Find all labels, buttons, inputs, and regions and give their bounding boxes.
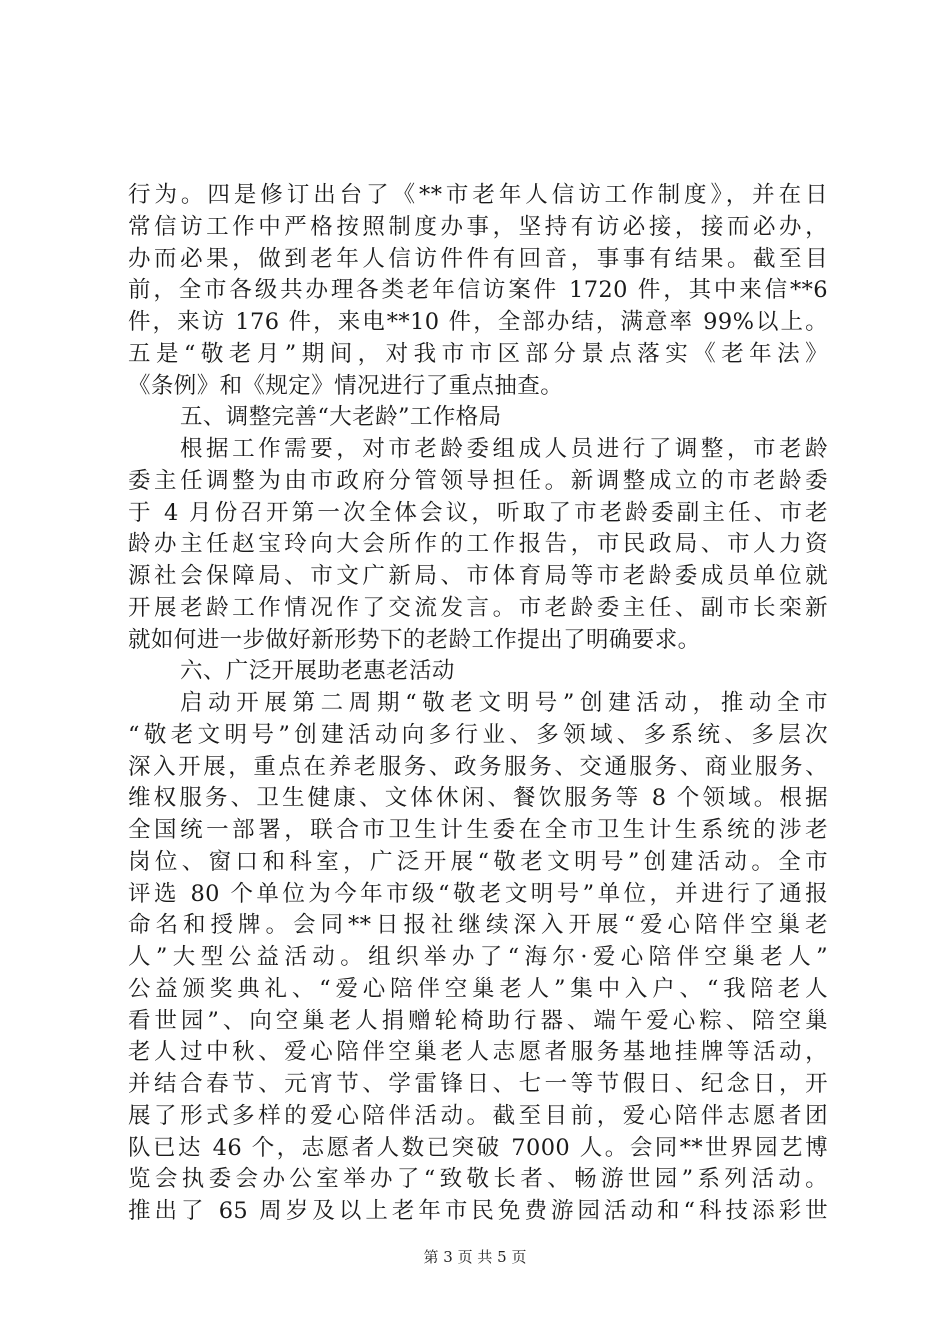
text-line: 启动开展第二周期“敬老文明号”创建活动，推动全市 — [180, 690, 828, 716]
text-line: 老人过中秋、爱心陪伴空巢老人志愿者服务基地挂牌等活动， — [128, 1039, 828, 1066]
text-line: 深入开展，重点在养老服务、政务服务、交通服务、商业服务、 — [128, 753, 828, 780]
section-heading: 五、调整完善“大老龄”工作格局 — [180, 404, 502, 431]
text-line: 开展老龄工作情况作了交流发言。市老龄委主任、副市长栾新 — [128, 594, 828, 621]
text-line: 五是“敬老月”期间，对我市市区部分景点落实《老年法》 — [128, 340, 828, 367]
text-line: 件，来访 176 件，来电**10 件，全部办结，满意率 99%以上。 — [128, 309, 828, 335]
section-heading: 六、广泛开展助老惠老活动 — [180, 658, 455, 685]
text-line: 常信访工作中严格按照制度办事，坚持有访必接，接而必办， — [128, 213, 828, 240]
text-line: 前，全市各级共办理各类老年信访案件 1720 件，其中来信**6 — [128, 277, 828, 304]
text-line: 于 4 月份召开第一次全体会议，听取了市老龄委副主任、市老 — [128, 499, 828, 526]
text-line: 委主任调整为由市政府分管领导担任。新调整成立的市老龄委 — [128, 467, 828, 494]
page-footer: 第 3 页 共 5 页 — [423, 1248, 527, 1266]
text-line: 根据工作需要，对市老龄委组成人员进行了调整，市老龄 — [180, 436, 828, 462]
text-line: 源社会保障局、市文广新局、市体育局等市老龄委成员单位就 — [128, 563, 828, 589]
text-line: 推出了 65 周岁及以上老年市民免费游园活动和“科技添彩世 — [128, 1198, 828, 1224]
text-line: 命名和授牌。会同**日报社继续深入开展“爱心陪伴空巢老 — [128, 912, 828, 939]
text-line: 就如何进一步做好新形势下的老龄工作提出了明确要求。 — [128, 626, 701, 653]
text-line: 评选 80 个单位为今年市级“敬老文明号”单位，并进行了通报 — [128, 880, 828, 907]
text-line: 人”大型公益活动。组织举办了“海尔·爱心陪伴空巢老人” — [128, 944, 828, 970]
text-line: 并结合春节、元宵节、学雷锋日、七一等节假日、纪念日，开 — [128, 1071, 828, 1097]
text-line: 展了形式多样的爱心陪伴活动。截至目前，爱心陪伴志愿者团 — [128, 1102, 828, 1129]
text-line: 览会执委会办公室举办了“致敬长者、畅游世园”系列活动。 — [128, 1166, 828, 1193]
text-line: 维权服务、卫生健康、文体休闲、餐饮服务等 8 个领域。根据 — [128, 785, 828, 812]
text-line: 岗位、窗口和科室，广泛开展“敬老文明号”创建活动。全市 — [128, 848, 828, 875]
text-line: 队已达 46 个，志愿者人数已突破 7000 人。会同**世界园艺博 — [128, 1134, 828, 1161]
text-line: 公益颁奖典礼、“爱心陪伴空巢老人”集中入户、“我陪老人 — [128, 975, 828, 1002]
text-line: 看世园”、向空巢老人捐赠轮椅助行器、端午爱心粽、陪空巢 — [128, 1007, 828, 1034]
text-line: 办而必果，做到老年人信访件件有回音，事事有结果。截至目 — [128, 245, 828, 272]
body-text — [128, 180, 828, 1228]
text-line: “敬老文明号”创建活动向多行业、多领域、多系统、多层次 — [128, 721, 828, 748]
text-line: 龄办主任赵宝玲向大会所作的工作报告，市民政局、市人力资 — [128, 531, 828, 558]
text-line: 行为。四是修订出台了《**市老年人信访工作制度》，并在日 — [128, 182, 828, 208]
text-line: 全国统一部署，联合市卫生计生委在全市卫生计生系统的涉老 — [128, 817, 828, 843]
text-line: 《条例》和《规定》情况进行了重点抽查。 — [128, 372, 564, 399]
